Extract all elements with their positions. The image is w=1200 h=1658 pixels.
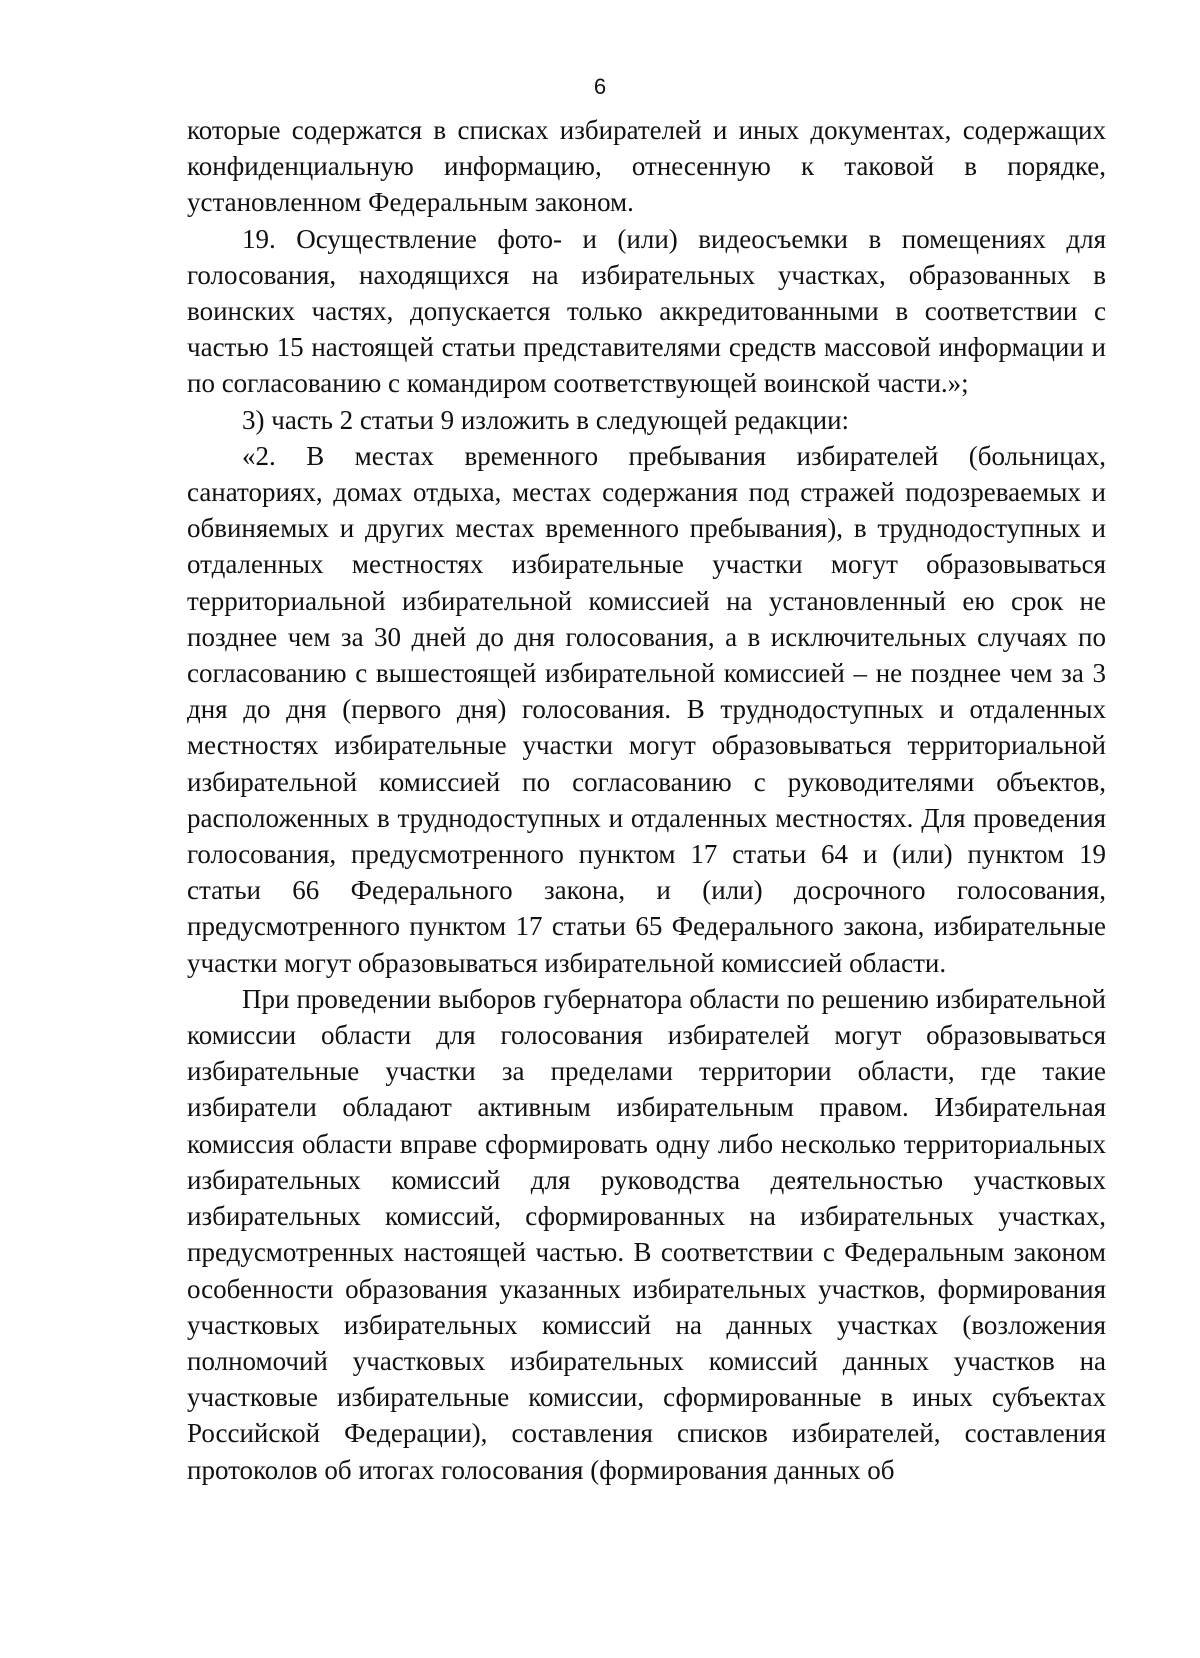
paragraph-governor-elections: При проведении выборов губернатора области по решению избирательной комиссии области для голосования избирателей могут образовываться избирательные участки за пределами территории области, где такие избиратели обладают активным избирательным правом. Избирательная комиссия области вправе сформировать одну либо несколько территориальных избирательных комиссий для руководства деятельностью участковых избирательных комиссий, сформированных на избирательных участках, предусмотренных настоящей частью. В соответствии с Федеральным законом особенности образования указанных избирательных участков, формирования участковых избирательных комиссий на данных участках (возложения полномочий участковых избирательных комиссий данных участков на участковые избирательные комиссии, сформированные в иных субъектах Российской Федерации), составления списков избирателей, составления протоколов об итогах голосования (формирования данных об — [187, 983, 1106, 1485]
paragraph-continuation: которые содержатся в списках избирателей и иных документах, содержащих конфиденциальную информацию, отнесенную к таковой в порядке, установленном Федеральным законом. — [187, 115, 1106, 218]
paragraph-item-3: 3) часть 2 статьи 9 изложить в следующей редакции: — [242, 404, 850, 435]
paragraph-part-2: «2. В местах временного пребывания избирателей (больницах, санаториях, домах отдыха, местах содержания под стражей подозреваемых и обвиняемых и других местах временного пребывания), в труднодоступных и отдаленных местностях избирательные участки могут образовываться территориальной избирательной комиссией на установленный ею срок не позднее чем за 30 дней до дня голосования, а в исключительных случаях по согласованию с вышестоящей избирательной комиссией – не позднее чем за 3 дня до дня (первого дня) голосования. В труднодоступных и отдаленных местностях избирательные участки могут образовываться территориальной избирательной комиссией по согласованию с руководителями объектов, расположенных в труднодоступных и отдаленных местностях. Для проведения голосования, предусмотренного пунктом 17 статьи 64 и (или) пунктом 19 статьи 66 Федерального закона, и (или) досрочного голосования, предусмотренного пунктом 17 статьи 65 Федерального закона, избирательные участки могут образовываться избирательной комиссией области. — [187, 440, 1106, 978]
document-body — [187, 112, 1106, 1488]
page-number: 6 — [593, 74, 607, 99]
paragraph-item-19: 19. Осуществление фото- и (или) видеосъемки в помещениях для голосования, находящихся на избирательных участках, образованных в воинских частях, допускается только аккредитованными в соответствии с частью 15 настоящей статьи представителями средств массовой информации и по согласованию с командиром соответствующей воинской части.»; — [187, 223, 1106, 399]
